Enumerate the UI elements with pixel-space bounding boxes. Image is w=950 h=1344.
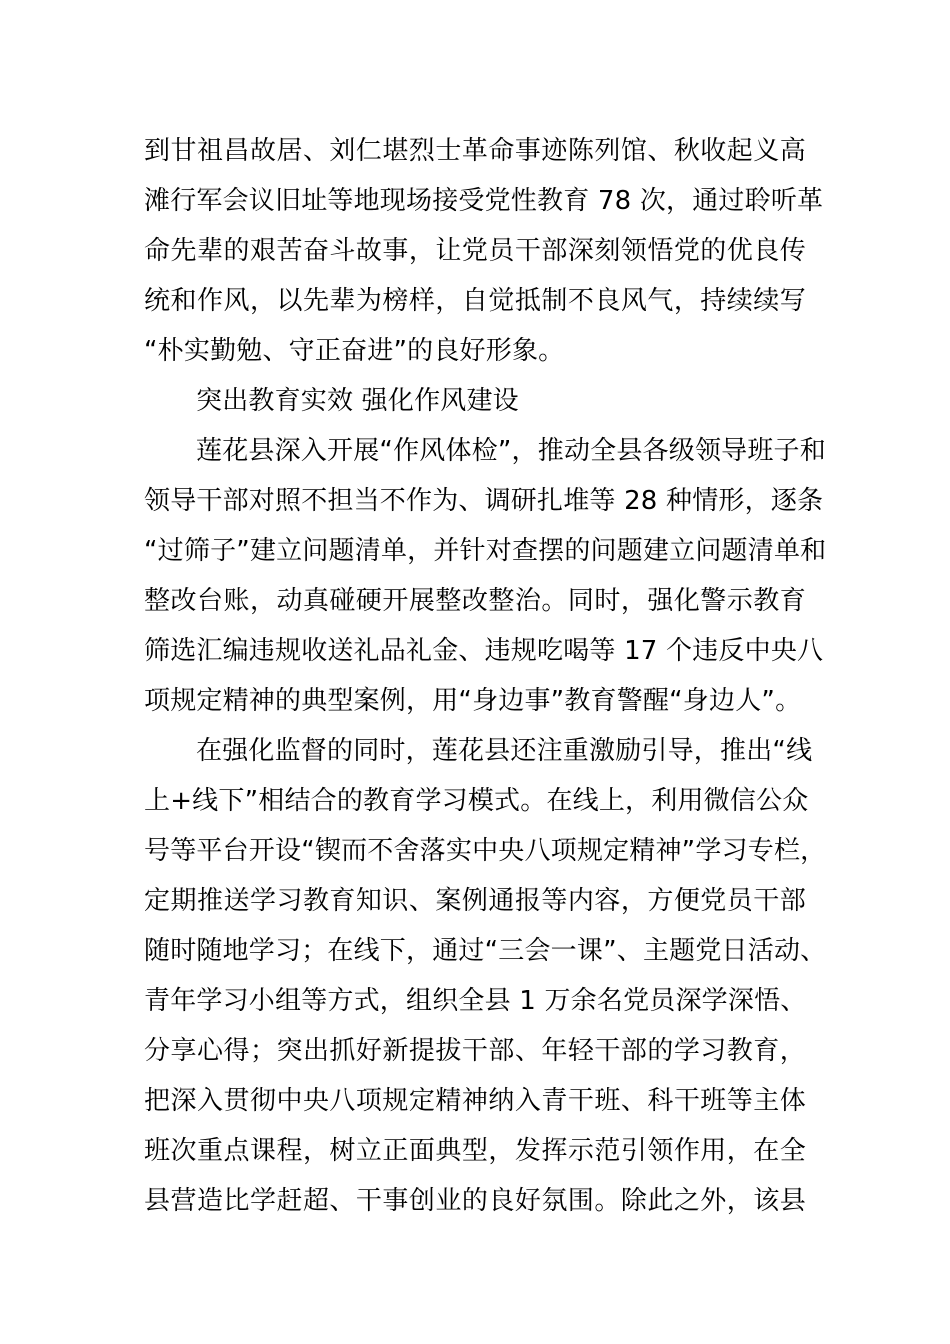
- text-line: 上+线下”相结合的教育学习模式。在线上，利用微信公众: [144, 786, 809, 816]
- text-line: 领导干部对照不担当不作为、调研扎堆等 28 种情形，逐条: [144, 486, 824, 516]
- text-line: 随时随地学习；在线下，通过“三会一课”、主题党日活动、: [144, 936, 827, 966]
- text-line: 县营造比学赶超、干事创业的良好氛围。除此之外，该县: [144, 1186, 806, 1216]
- text-line: “朴实勤勉、守正奋进”的良好形象。: [144, 336, 565, 366]
- text-line: 号等平台开设“锲而不舍落实中央八项规定精神”学习专栏，: [144, 836, 827, 866]
- text-line: 莲花县深入开展“作风体检”，推动全县各级领导班子和: [196, 436, 826, 466]
- text-line: 把深入贯彻中央八项规定精神纳入青干班、科干班等主体: [144, 1086, 806, 1116]
- text-line: 命先辈的艰苦奋斗故事，让党员干部深刻领悟党的优良传: [144, 236, 806, 266]
- text-line: 在强化监督的同时，莲花县还注重激励引导，推出“线: [196, 736, 813, 766]
- text-line: 筛选汇编违规收送礼品礼金、违规吃喝等 17 个违反中央八: [144, 636, 824, 666]
- text-line: 分享心得；突出抓好新提拔干部、年轻干部的学习教育，: [144, 1036, 806, 1066]
- text-line: 统和作风，以先辈为榜样，自觉抵制不良风气，持续续写: [144, 286, 806, 316]
- text-line: 班次重点课程，树立正面典型，发挥示范引领作用，在全: [144, 1136, 806, 1166]
- text-line: “过筛子”建立问题清单，并针对查摆的问题建立问题清单和: [144, 536, 827, 566]
- text-line: 项规定精神的典型案例，用“身边事”教育警醒“身边人”。: [144, 686, 802, 716]
- text-line: 到甘祖昌故居、刘仁堪烈士革命事迹陈列馆、秋收起义高: [144, 136, 806, 166]
- text-line: 整改台账，动真碰硬开展整改整治。同时，强化警示教育: [144, 586, 806, 616]
- text-line: 青年学习小组等方式，组织全县 1 万余名党员深学深悟、: [144, 986, 807, 1016]
- text-line: 定期推送学习教育知识、案例通报等内容，方便党员干部: [144, 886, 806, 916]
- section-heading: 突出教育实效 强化作风建设: [196, 386, 519, 416]
- text-line: 滩行军会议旧址等地现场接受党性教育 78 次，通过聆听革: [144, 186, 824, 216]
